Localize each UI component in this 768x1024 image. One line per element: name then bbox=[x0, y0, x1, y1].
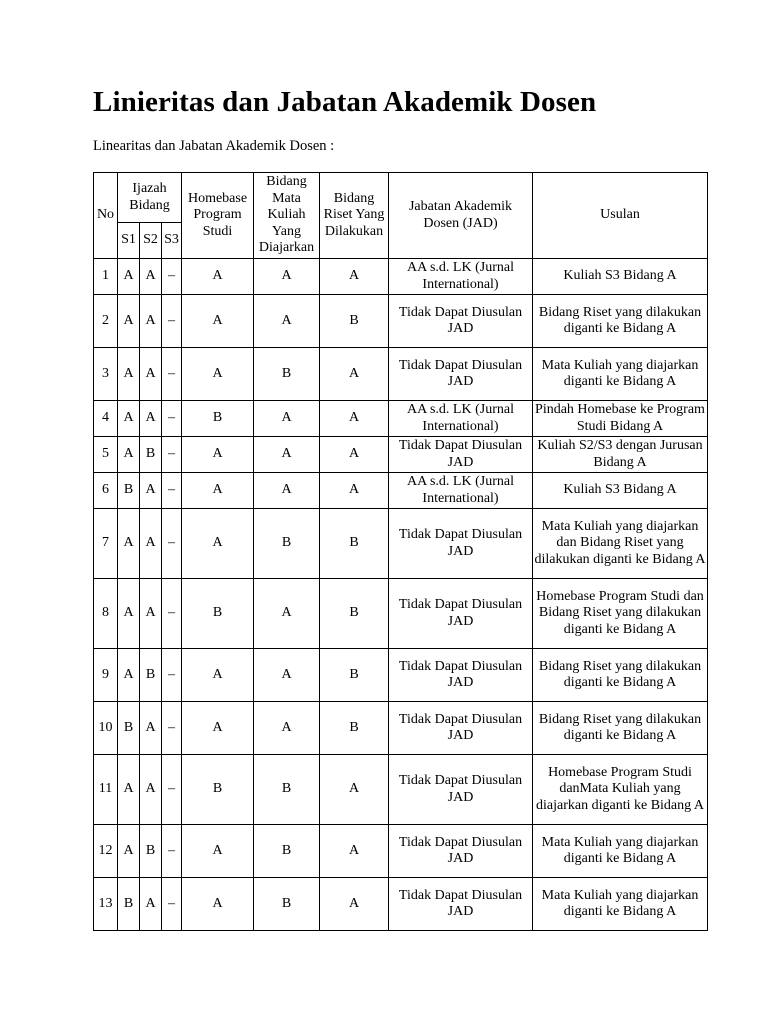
cell-homebase: A bbox=[182, 702, 254, 755]
cell-s1: A bbox=[118, 348, 140, 401]
cell-riset: A bbox=[320, 755, 389, 825]
table-row bbox=[94, 295, 708, 348]
cell-jad: Tidak Dapat Diusulan JAD bbox=[389, 878, 533, 931]
header-homebase: Homebase Program Studi bbox=[182, 173, 254, 259]
cell-no: 8 bbox=[94, 579, 118, 649]
table-row bbox=[94, 473, 708, 509]
cell-s3: – bbox=[162, 509, 182, 579]
cell-mk: B bbox=[254, 825, 320, 878]
page-subtitle: Linearitas dan Jabatan Akademik Dosen : bbox=[93, 138, 335, 154]
cell-s3: – bbox=[162, 755, 182, 825]
cell-jad: Tidak Dapat Diusulan JAD bbox=[389, 825, 533, 878]
header-s2: S2 bbox=[140, 223, 162, 259]
cell-no: 4 bbox=[94, 401, 118, 437]
cell-riset: A bbox=[320, 401, 389, 437]
cell-s2: B bbox=[140, 437, 162, 473]
cell-mk: A bbox=[254, 579, 320, 649]
cell-riset: B bbox=[320, 702, 389, 755]
cell-homebase: A bbox=[182, 509, 254, 579]
cell-usulan: Mata Kuliah yang diajarkan dan Bidang Riset yang dilakukan diganti ke Bidang A bbox=[533, 509, 708, 579]
cell-no: 13 bbox=[94, 878, 118, 931]
cell-no: 7 bbox=[94, 509, 118, 579]
header-jad: Jabatan Akademik Dosen (JAD) bbox=[389, 173, 533, 259]
cell-homebase: A bbox=[182, 649, 254, 702]
cell-usulan: Homebase Program Studi dan Bidang Riset yang dilakukan diganti ke Bidang A bbox=[533, 579, 708, 649]
cell-mk: B bbox=[254, 755, 320, 825]
cell-mk: B bbox=[254, 509, 320, 579]
cell-riset: B bbox=[320, 579, 389, 649]
cell-usulan: Kuliah S3 Bidang A bbox=[533, 473, 708, 509]
cell-usulan: Mata Kuliah yang diajarkan diganti ke Bidang A bbox=[533, 878, 708, 931]
cell-riset: A bbox=[320, 473, 389, 509]
cell-s3: – bbox=[162, 348, 182, 401]
cell-homebase: B bbox=[182, 579, 254, 649]
cell-riset: A bbox=[320, 437, 389, 473]
cell-s2: A bbox=[140, 509, 162, 579]
cell-s1: A bbox=[118, 649, 140, 702]
cell-s1: A bbox=[118, 579, 140, 649]
cell-homebase: B bbox=[182, 401, 254, 437]
cell-no: 6 bbox=[94, 473, 118, 509]
cell-jad: Tidak Dapat Diusulan JAD bbox=[389, 579, 533, 649]
cell-jad: AA s.d. LK (Jurnal International) bbox=[389, 259, 533, 295]
cell-homebase: B bbox=[182, 755, 254, 825]
cell-no: 3 bbox=[94, 348, 118, 401]
cell-s3: – bbox=[162, 878, 182, 931]
header-mata-kuliah: Bidang Mata Kuliah Yang Diajarkan bbox=[254, 173, 320, 259]
cell-s1: A bbox=[118, 259, 140, 295]
cell-riset: A bbox=[320, 825, 389, 878]
cell-s1: A bbox=[118, 509, 140, 579]
cell-homebase: A bbox=[182, 295, 254, 348]
cell-s3: – bbox=[162, 437, 182, 473]
cell-riset: A bbox=[320, 878, 389, 931]
page-title: Linieritas dan Jabatan Akademik Dosen bbox=[93, 86, 597, 118]
cell-s3: – bbox=[162, 473, 182, 509]
cell-no: 10 bbox=[94, 702, 118, 755]
cell-s1: B bbox=[118, 878, 140, 931]
cell-jad: Tidak Dapat Diusulan JAD bbox=[389, 649, 533, 702]
cell-jad: AA s.d. LK (Jurnal International) bbox=[389, 473, 533, 509]
cell-mk: A bbox=[254, 649, 320, 702]
cell-mk: B bbox=[254, 348, 320, 401]
cell-mk: A bbox=[254, 295, 320, 348]
cell-no: 9 bbox=[94, 649, 118, 702]
table-row bbox=[94, 825, 708, 878]
cell-jad: Tidak Dapat Diusulan JAD bbox=[389, 509, 533, 579]
cell-s2: B bbox=[140, 649, 162, 702]
cell-s3: – bbox=[162, 649, 182, 702]
cell-s3: – bbox=[162, 702, 182, 755]
table-row bbox=[94, 259, 708, 295]
cell-no: 12 bbox=[94, 825, 118, 878]
cell-jad: AA s.d. LK (Jurnal International) bbox=[389, 401, 533, 437]
cell-riset: B bbox=[320, 295, 389, 348]
cell-no: 2 bbox=[94, 295, 118, 348]
cell-jad: Tidak Dapat Diusulan JAD bbox=[389, 348, 533, 401]
cell-usulan: Bidang Riset yang dilakukan diganti ke Bidang A bbox=[533, 649, 708, 702]
header-s3: S3 bbox=[162, 223, 182, 259]
cell-riset: A bbox=[320, 259, 389, 295]
table-row bbox=[94, 755, 708, 825]
header-riset: Bidang Riset Yang Dilakukan bbox=[320, 173, 389, 259]
cell-no: 5 bbox=[94, 437, 118, 473]
cell-s3: – bbox=[162, 825, 182, 878]
cell-s3: – bbox=[162, 259, 182, 295]
linearity-table bbox=[93, 172, 708, 931]
cell-usulan: Mata Kuliah yang diajarkan diganti ke Bidang A bbox=[533, 348, 708, 401]
table-row bbox=[94, 649, 708, 702]
cell-s3: – bbox=[162, 401, 182, 437]
table-row bbox=[94, 579, 708, 649]
cell-usulan: Homebase Program Studi danMata Kuliah yang diajarkan diganti ke Bidang A bbox=[533, 755, 708, 825]
cell-usulan: Bidang Riset yang dilakukan diganti ke Bidang A bbox=[533, 295, 708, 348]
cell-mk: B bbox=[254, 878, 320, 931]
table-row bbox=[94, 437, 708, 473]
cell-mk: A bbox=[254, 702, 320, 755]
table-row bbox=[94, 401, 708, 437]
header-usulan: Usulan bbox=[533, 173, 708, 259]
cell-s1: B bbox=[118, 702, 140, 755]
cell-homebase: A bbox=[182, 348, 254, 401]
cell-mk: A bbox=[254, 401, 320, 437]
cell-homebase: A bbox=[182, 259, 254, 295]
cell-homebase: A bbox=[182, 878, 254, 931]
cell-usulan: Bidang Riset yang dilakukan diganti ke Bidang A bbox=[533, 702, 708, 755]
cell-s3: – bbox=[162, 295, 182, 348]
cell-jad: Tidak Dapat Diusulan JAD bbox=[389, 437, 533, 473]
cell-s2: A bbox=[140, 878, 162, 931]
cell-s2: A bbox=[140, 401, 162, 437]
cell-s2: A bbox=[140, 755, 162, 825]
cell-s1: A bbox=[118, 401, 140, 437]
cell-s2: B bbox=[140, 825, 162, 878]
cell-riset: A bbox=[320, 348, 389, 401]
cell-s2: A bbox=[140, 473, 162, 509]
cell-jad: Tidak Dapat Diusulan JAD bbox=[389, 702, 533, 755]
cell-mk: A bbox=[254, 473, 320, 509]
cell-s1: A bbox=[118, 755, 140, 825]
table-row bbox=[94, 702, 708, 755]
cell-no: 1 bbox=[94, 259, 118, 295]
cell-usulan: Pindah Homebase ke Program Studi Bidang A bbox=[533, 401, 708, 437]
cell-jad: Tidak Dapat Diusulan JAD bbox=[389, 755, 533, 825]
cell-s1: A bbox=[118, 437, 140, 473]
cell-s3: – bbox=[162, 579, 182, 649]
table-row bbox=[94, 348, 708, 401]
cell-homebase: A bbox=[182, 473, 254, 509]
cell-riset: B bbox=[320, 649, 389, 702]
cell-s1: A bbox=[118, 295, 140, 348]
table-row bbox=[94, 878, 708, 931]
cell-s1: B bbox=[118, 473, 140, 509]
cell-s2: A bbox=[140, 579, 162, 649]
cell-s2: A bbox=[140, 702, 162, 755]
cell-jad: Tidak Dapat Diusulan JAD bbox=[389, 295, 533, 348]
cell-mk: A bbox=[254, 437, 320, 473]
cell-homebase: A bbox=[182, 437, 254, 473]
cell-s2: A bbox=[140, 348, 162, 401]
table-body bbox=[94, 259, 708, 931]
header-ijazah-bidang: Ijazah Bidang bbox=[118, 173, 182, 223]
cell-s2: A bbox=[140, 259, 162, 295]
cell-usulan: Mata Kuliah yang diajarkan diganti ke Bidang A bbox=[533, 825, 708, 878]
table-row bbox=[94, 509, 708, 579]
cell-usulan: Kuliah S2/S3 dengan Jurusan Bidang A bbox=[533, 437, 708, 473]
cell-homebase: A bbox=[182, 825, 254, 878]
cell-s1: A bbox=[118, 825, 140, 878]
header-no: No bbox=[94, 173, 118, 259]
cell-usulan: Kuliah S3 Bidang A bbox=[533, 259, 708, 295]
cell-s2: A bbox=[140, 295, 162, 348]
cell-mk: A bbox=[254, 259, 320, 295]
cell-no: 11 bbox=[94, 755, 118, 825]
cell-riset: B bbox=[320, 509, 389, 579]
header-s1: S1 bbox=[118, 223, 140, 259]
